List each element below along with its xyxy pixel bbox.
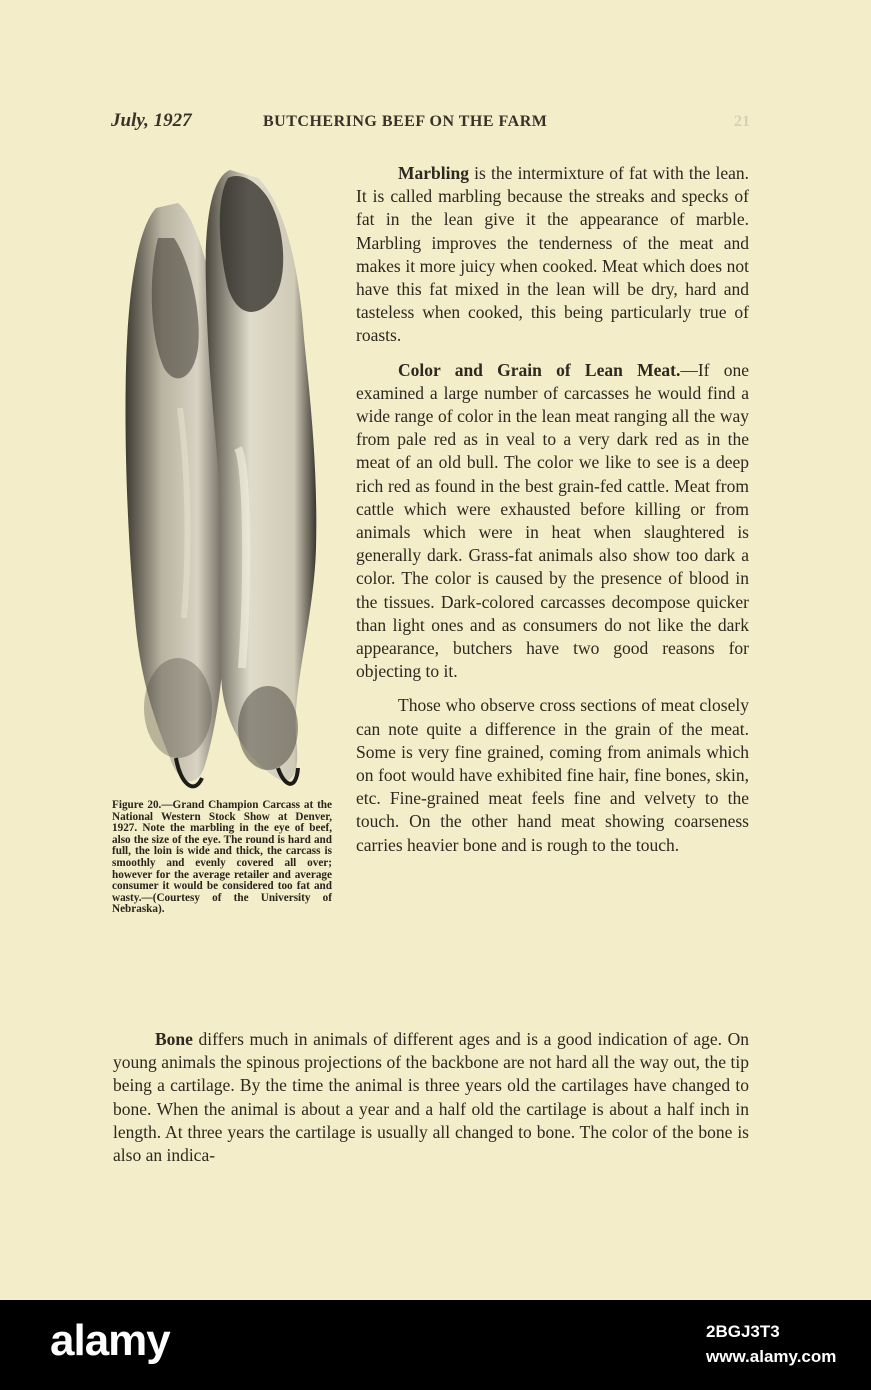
- paragraph-marbling: [356, 162, 749, 348]
- bone-text: differs much in animals of different ages and is a good indication of age. On young animals the spinous projections of the backbone are not hard all the way out, the tip being a cartilage. By the time the animal is three years old the cartilages have changed to bone. When the animal is about a year and a half old the cartilage is about a half inch in length. At three years the cartilage is usually all changed to bone. The color of the bone is also an indica-: [113, 1029, 749, 1166]
- color-grain-text: —If one examined a large number of carcasses he would find a wide range of color in the lean meat ranging all the way from pale red as in veal to a very dark red as in the meat of an old bull. The color we like to see is a deep rich red as found in the best grain-fed cattle. Meat from cattle which were exhausted before killing or from animals which were in heat when slaughtered is generally dark. Grass-fat animals also show too dark a color. The color is caused by the presence of blood in the tissues. Dark-colored carcasses decompose quicker than light ones and as consumers do not like the dark appearance, butchers have two good reasons for objecting to it.: [356, 359, 749, 682]
- running-header-title: BUTCHERING BEEF ON THE FARM: [263, 113, 548, 130]
- paragraph-cross-sections: Those who observe cross sections of meat closely can note quite a difference in the grain of the meat. Some is very fine grained, coming from animals which on foot would have exhibited fine hair, fine bones, skin, etc. Fine-grained meat feels fine and velvety to the touch. On the other hand meat showing coarseness carries heavier bone and is rough to the touch.: [356, 695, 749, 855]
- paragraph-color-grain: [356, 359, 749, 684]
- bone-heading: Bone: [155, 1029, 193, 1049]
- full-width-text: [113, 1028, 749, 1167]
- stock-logo: alamy: [50, 1316, 170, 1365]
- stock-image-id: 2BGJ3T3: [706, 1322, 780, 1341]
- running-header-date: July, 1927: [111, 110, 192, 131]
- marbling-heading: Marbling: [398, 163, 469, 183]
- right-column: [356, 162, 749, 868]
- color-grain-heading: Color and Grain of Lean Meat.: [398, 359, 681, 380]
- marbling-text: is the intermixture of fat with the lean. It is called marbling because the streaks and specks of fat in the lean give it the appearance of marble. Marbling improves the tenderness of the meat and makes it more juicy when cooked. Meat which does not have this fat mixed in the lean will be dry, hard and tasteless when cooked, this being particularly true of roasts.: [356, 163, 749, 346]
- stock-url: www.alamy.com: [706, 1347, 837, 1366]
- paragraph-bone: [113, 1028, 749, 1167]
- page-number: 21: [734, 113, 750, 130]
- figure-caption: Figure 20.—Grand Champion Carcass at the National Western Stock Show at Denver, 1927. Note the marbling in the eye of beef, also the size of the eye. The round is hard and full, the loin is wide and thick, the carcass is smoothly and evenly covered all over; however for the average retailer and average consumer it would be considered too fat and wasty.—(Courtesy of the University of Nebraska).: [112, 799, 332, 916]
- carcass-photo: [118, 168, 328, 798]
